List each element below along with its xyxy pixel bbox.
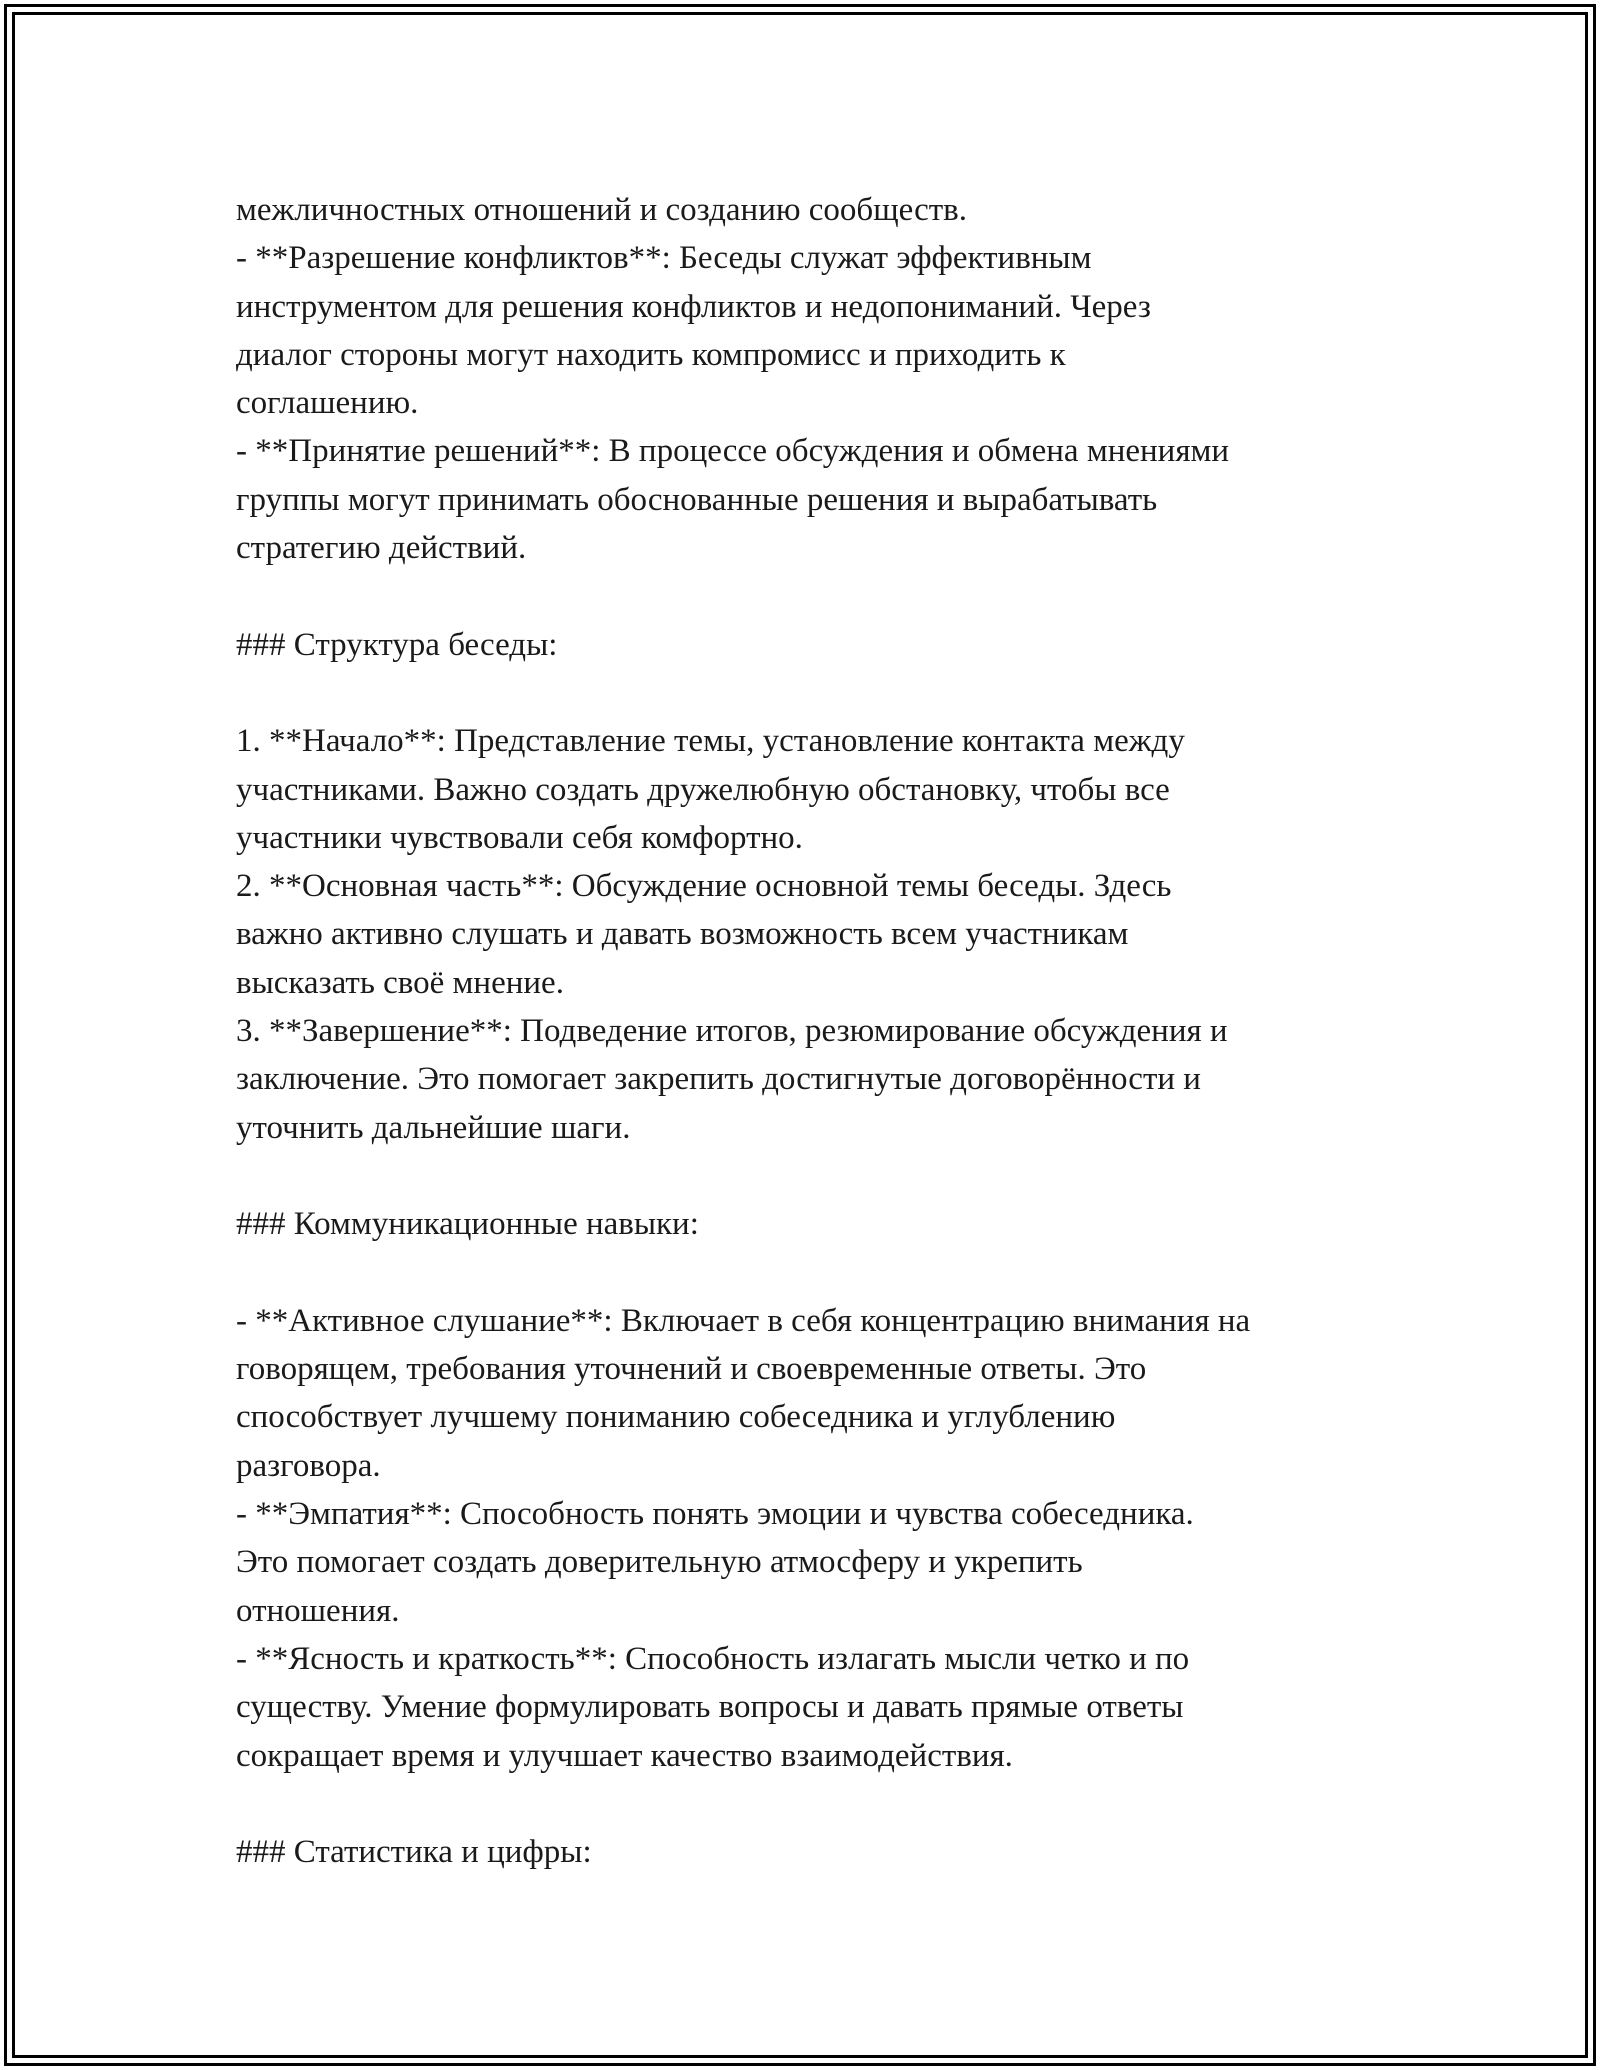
- text-line: - **Разрешение конфликтов**: Беседы служат эффективным: [236, 240, 1092, 277]
- text-line: Это помогает создать доверительную атмосферу и укрепить: [236, 1544, 1083, 1581]
- text-line: отношения.: [236, 1592, 400, 1629]
- blank-line: [236, 572, 1416, 620]
- section-heading: ### Структура беседы:: [236, 626, 558, 663]
- blank-line: [236, 669, 1416, 717]
- text-line: участниками. Важно создать дружелюбную обстановку, чтобы все: [236, 771, 1170, 808]
- text-line: разговора.: [236, 1447, 381, 1484]
- text-line: 3. **Завершение**: Подведение итогов, резюмирование обсуждения и: [236, 1013, 1228, 1050]
- document-body: [236, 186, 1416, 1876]
- text-line: уточнить дальнейшие шаги.: [236, 1109, 631, 1146]
- text-line: говорящем, требования уточнений и своевременные ответы. Это: [236, 1351, 1147, 1388]
- blank-line: [236, 1780, 1416, 1828]
- text-line: 2. **Основная часть**: Обсуждение основной темы беседы. Здесь: [236, 868, 1172, 905]
- text-line: инструментом для решения конфликтов и недопониманий. Через: [236, 288, 1151, 325]
- text-line: - **Ясность и краткость**: Способность излагать мысли четко и по: [236, 1640, 1190, 1677]
- text-line: заключение. Это помогает закрепить достигнутые договорённости и: [236, 1061, 1201, 1098]
- text-line: важно активно слушать и давать возможность всем участникам: [236, 916, 1129, 953]
- text-line: существу. Умение формулировать вопросы и давать прямые ответы: [236, 1689, 1184, 1726]
- text-line: группы могут принимать обоснованные решения и вырабатывать: [236, 481, 1158, 518]
- text-line: - **Принятие решений**: В процессе обсуждения и обмена мнениями: [236, 433, 1230, 470]
- text-line: высказать своё мнение.: [236, 964, 564, 1001]
- text-line: межличностных отношений и созданию сообществ.: [236, 192, 967, 228]
- text-line: - **Активное слушание**: Включает в себя концентрацию внимания на: [236, 1302, 1251, 1339]
- blank-line: [236, 1152, 1416, 1200]
- blank-line: [236, 1249, 1416, 1297]
- text-line: стратегию действий.: [236, 530, 527, 567]
- text-line: сокращает время и улучшает качество взаимодействия.: [236, 1737, 1013, 1774]
- text-line: способствует лучшему пониманию собеседника и углублению: [236, 1399, 1116, 1436]
- section-heading: ### Статистика и цифры:: [236, 1834, 592, 1871]
- text-line: соглашению.: [236, 385, 419, 422]
- text-line: участники чувствовали себя комфортно.: [236, 819, 803, 856]
- section-heading: ### Коммуникационные навыки:: [236, 1206, 699, 1243]
- text-line: - **Эмпатия**: Способность понять эмоции и чувства собеседника.: [236, 1496, 1194, 1533]
- text-line: 1. **Начало**: Представление темы, установление контакта между: [236, 723, 1185, 760]
- text-line: диалог стороны могут находить компромисс и приходить к: [236, 336, 1066, 373]
